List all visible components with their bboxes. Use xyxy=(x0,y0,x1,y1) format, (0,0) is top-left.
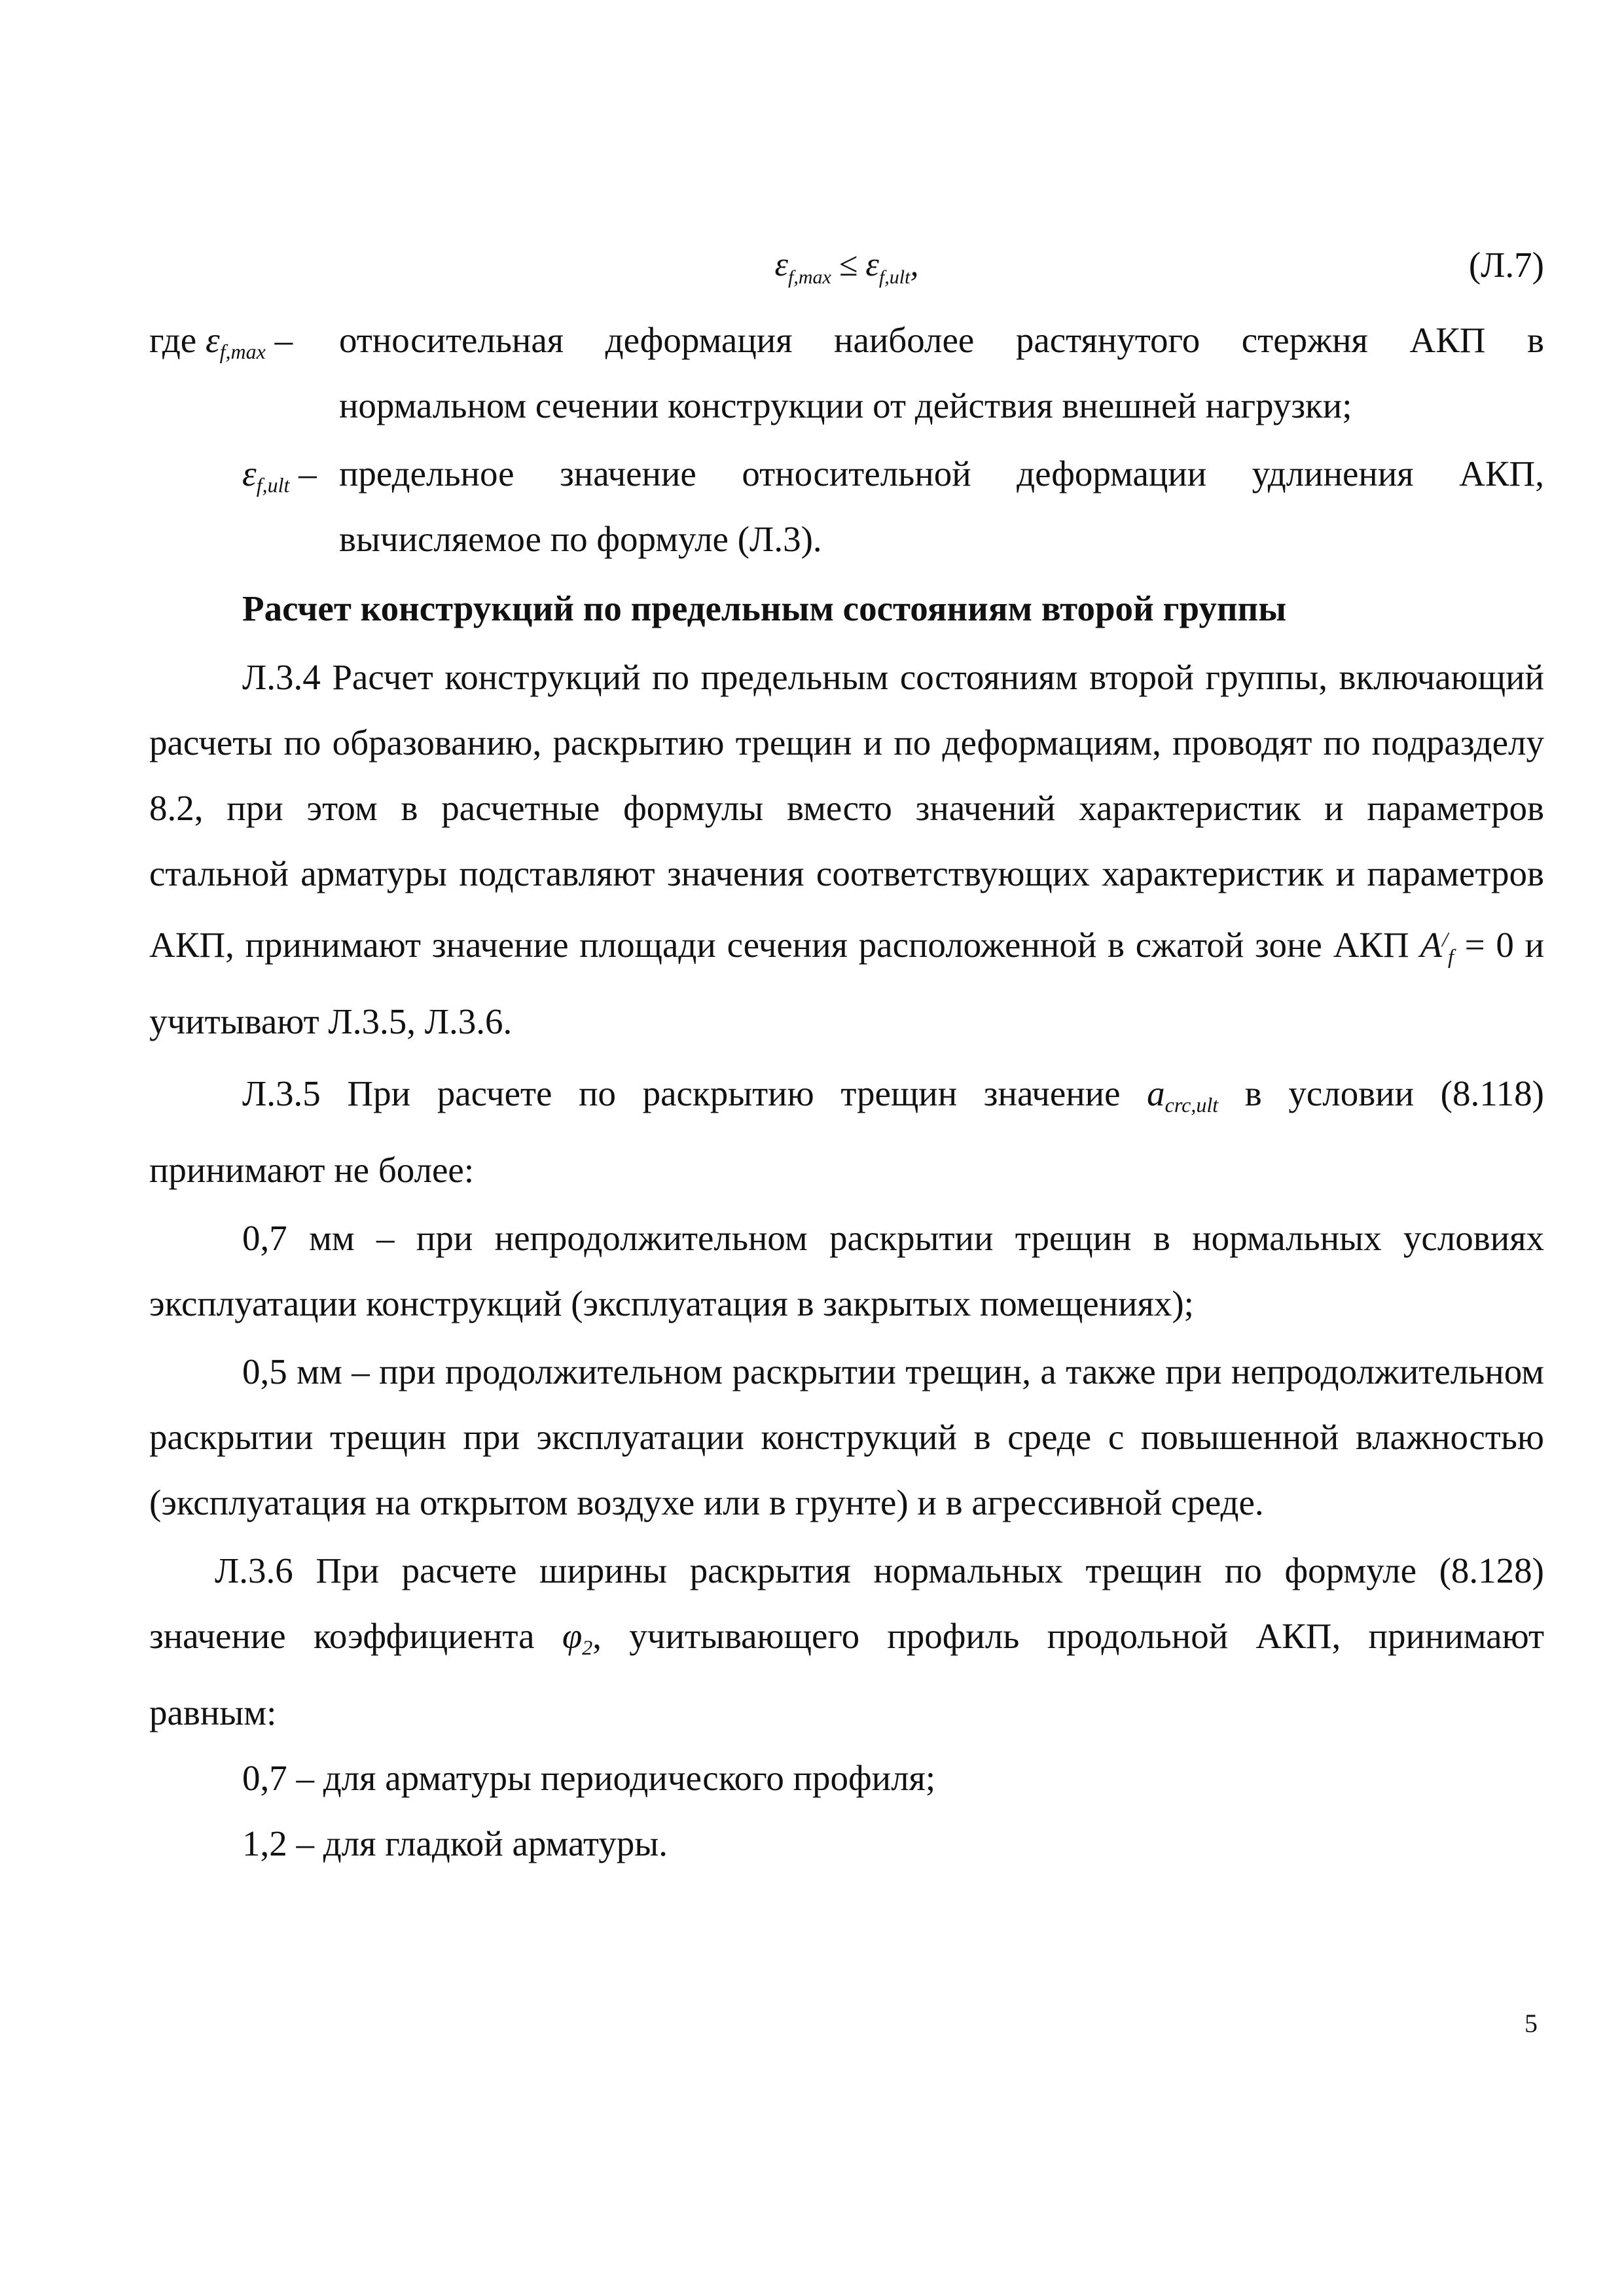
definition-symbol-subscript: f,ult xyxy=(256,473,290,497)
area-symbol-letter: A xyxy=(1420,925,1443,965)
paragraph-text: Л.3.5 При расчете по раскрытию трещин значение xyxy=(242,1073,1147,1113)
formula-lhs-symbol: ε xyxy=(774,246,789,283)
paragraph-l3-4 xyxy=(149,645,1544,1054)
definition-term xyxy=(242,441,317,518)
crack-width-symbol-letter: a xyxy=(1147,1073,1165,1113)
section-heading: Расчет конструкций по предельным состояниям второй группы xyxy=(242,588,1287,628)
paragraph-text: Л.3.4 Расчет конструкций по предельным состояниям второй группы, включающий расчеты по образованию, раскрытию трещин и по деформациям, проводят по подразделу 8.2, при этом в расчетные формулы вместо значений характеристик и параметров стальной арматуры подставляют значения соответствующих характеристик и параметров АКП, принимают значение площади сечения расположенной в сжатой зоне АКП xyxy=(149,657,1544,965)
paragraph-text: Л.3.6 При расчете ширины раскрытия нормальных трещин по формуле (8.128) значение коэффициента xyxy=(149,1551,1544,1656)
paragraph-text: = 0 и учитывают Л.3.5, Л.3.6. xyxy=(149,925,1545,1041)
phi-symbol-letter: φ xyxy=(562,1616,583,1656)
formula-l7 xyxy=(149,232,1544,298)
paragraph-text: в условии (8.118) принимают не более: xyxy=(149,1073,1544,1190)
equation-number: (Л.7) xyxy=(1468,245,1544,285)
formula-expression xyxy=(149,232,1544,310)
formula-rhs-subscript: f,ult xyxy=(878,266,911,288)
paragraph-limit-0-5: 0,5 мм – при продолжительном раскрытии трещин, а также при непродолжительном раскрытии трещин при эксплуатации конструкций в среде с повышенной влажностью (эксплуатация на открытом воздухе или в грунте) и в агрессивной среде. xyxy=(149,1352,1544,1522)
area-symbol-subscript: f xyxy=(1447,944,1454,968)
definition-item xyxy=(149,441,1544,572)
phi-symbol xyxy=(562,1616,593,1659)
crack-width-symbol xyxy=(1147,1073,1219,1117)
definition-symbol-subscript: f,max xyxy=(219,340,266,363)
paragraph-l3-6 xyxy=(149,1538,1544,1746)
definition-term xyxy=(149,308,293,384)
definition-item xyxy=(149,308,1544,439)
page-number: 5 xyxy=(1525,2009,1538,2038)
area-symbol-prime: / xyxy=(1442,927,1448,951)
paragraph-limit-0-7: 0,7 мм – при непродолжительном раскрытии трещин в нормальных условиях эксплуатации конструкций (эксплуатация в закрытых помещениях); xyxy=(149,1218,1544,1323)
formula-trailing-comma: , xyxy=(910,246,919,283)
body-text xyxy=(149,645,1544,1876)
definition-symbol: ε xyxy=(205,320,220,360)
definitions-list xyxy=(149,308,1544,572)
definition-text: предельное значение относительной деформации удлинения АКП, вычисляемое по формуле (Л.3). xyxy=(339,454,1544,559)
list-item: 0,7 – для арматуры периодического профиля; xyxy=(242,1758,936,1798)
list-item: 1,2 – для гладкой арматуры. xyxy=(242,1823,668,1863)
definition-lead: где xyxy=(149,320,206,360)
formula-lhs-subscript: f,max xyxy=(788,266,831,288)
paragraph-l3-5 xyxy=(149,1061,1544,1203)
formula-rhs-symbol: ε xyxy=(865,246,879,283)
crack-width-symbol-subscript: crc,ult xyxy=(1164,1093,1219,1117)
definition-dash: – xyxy=(265,320,293,360)
formula-operator: ≤ xyxy=(839,246,858,283)
phi-symbol-subscript: 2 xyxy=(582,1636,593,1659)
definition-dash: – xyxy=(289,454,317,493)
definition-symbol: ε xyxy=(242,454,257,493)
area-symbol xyxy=(1420,925,1454,968)
paragraph-text: , учитывающего профиль продольной АКП, принимают равным: xyxy=(149,1616,1544,1732)
definition-text: относительная деформация наиболее растянутого стержня АКП в нормальном сечении конструкции от действия внешней нагрузки; xyxy=(339,320,1544,425)
